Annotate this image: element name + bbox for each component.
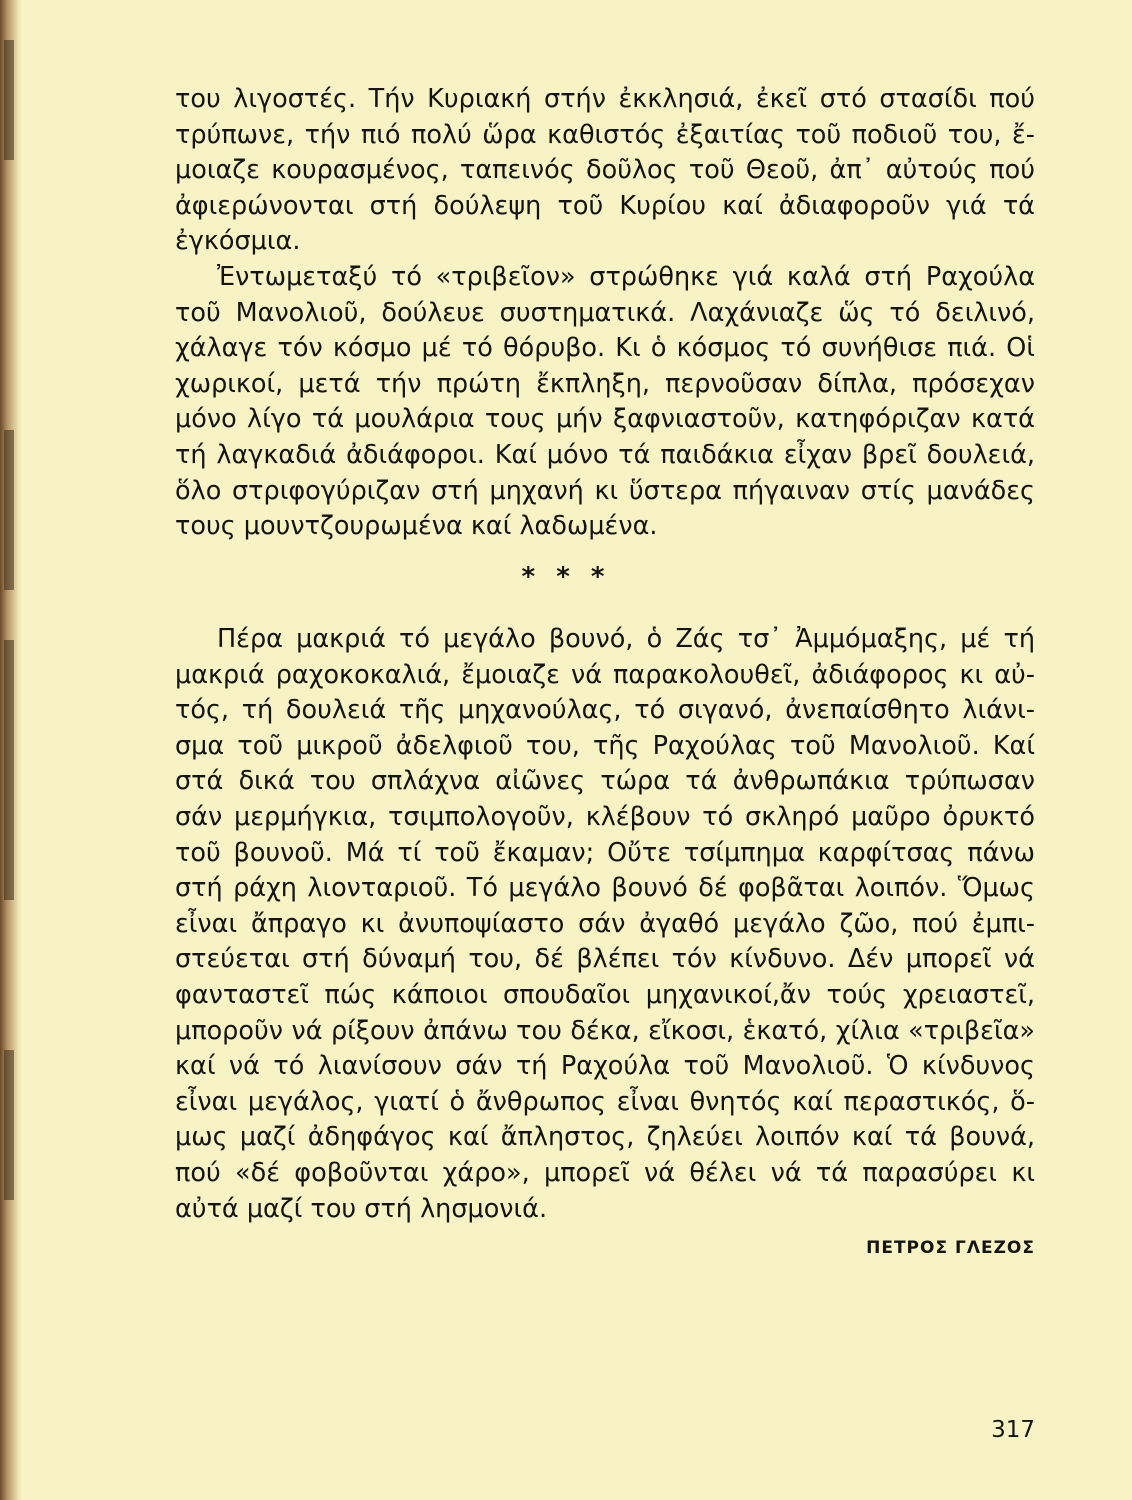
text-line: ἀφιερώνονται στή δούλεψη τοῦ Κυρίου καί ἀδιαφοροῦν γιά τά — [175, 190, 1035, 221]
text-line: αὐτά μαζί του στή λησμονιά. — [175, 1193, 548, 1224]
edge-mark — [4, 640, 14, 900]
text-line: στεύεται στή δύναμή του, δέ βλέπει τόν κίνδυνο. Δέν μπορεῖ νά — [175, 944, 1035, 975]
text-line: τός, τή δουλειά τῆς μηχανούλας, τό σιγανό, ἀνεπαίσθητο λιάνι- — [175, 695, 1035, 726]
author-signature: ΠΕΤΡΟΣ ΓΛΕΖΟΣ — [866, 1238, 1035, 1258]
text-line: μποροῦν νά ρίξουν ἀπάνω του δέκα, εἴκοσι, ἑκατό, χίλια «τριβεῖα» — [175, 1015, 1035, 1046]
edge-mark — [4, 1050, 14, 1200]
text-line: μοιαζε κουρασμένος, ταπεινός δοῦλος τοῦ Θεοῦ, ἀπ᾽ αὐτούς πού — [175, 155, 1035, 186]
page-number: 317 — [991, 1417, 1035, 1443]
text-line: τή λαγκαδιά ἀδιάφοροι. Καί μόνο τά παιδάκια εἶχαν βρεῖ δουλειά, — [175, 439, 1035, 470]
text-line: τοῦ Μανολιοῦ, δούλευε συστηματικά. Λαχάνιαζε ὥς τό δειλινό, — [175, 297, 1035, 328]
paragraph-2 — [175, 260, 1035, 545]
text-line: Ἐντωμεταξύ τό «τριβεῖον» στρώθηκε γιά καλά στή Ραχούλα — [217, 261, 1035, 292]
text-line: μως μαζί ἀδηφάγος καί ἄπληστος, ζηλεύει λοιπόν καί τά βουνά, — [175, 1122, 1035, 1153]
text-line: φανταστεῖ πώς κάποιοι σπουδαῖοι μηχανικοί,ἄν τούς χρειαστεῖ, — [175, 979, 1035, 1010]
text-line: εἶναι ἄπραγο κι ἀνυποψίαστο σάν ἀγαθό μεγάλο ζῶο, πού ἐμπι- — [175, 908, 1035, 939]
text-line: ὅλο στριφογύριζαν στή μηχανή κι ὕστερα πήγαιναν στίς μανάδες — [175, 475, 1035, 506]
text-line: μόνο λίγο τά μουλάρια τους μήν ξαφνιαστοῦν, κατηφόριζαν κατά — [175, 404, 1035, 435]
text-line: Πέρα μακριά τό μεγάλο βουνό, ὁ Ζάς τσ᾽ Ἀμμόμαξης, μέ τή — [217, 624, 1035, 654]
section-separator: * * * — [521, 562, 611, 592]
text-line: στά δικά του σπλάχνα αἰῶνες τώρα τά ἀνθρωπάκια τρύπωσαν — [175, 766, 1035, 797]
text-line: σμα τοῦ μικροῦ ἀδελφιοῦ του, τῆς Ραχούλας τοῦ Μανολιοῦ. Καί — [175, 730, 1035, 761]
edge-mark — [4, 40, 14, 160]
text-line: ἐγκόσμια. — [175, 226, 301, 257]
text-line: εἶναι μεγάλος, γιατί ὁ ἄνθρωπος εἶναι θνητός καί περαστικός, ὅ- — [175, 1086, 1035, 1117]
text-line: μακριά ραχοκοκαλιά, ἔμοιαζε νά παρακολουθεῖ, ἀδιάφορος κι αὐ- — [175, 659, 1035, 690]
text-line: καί νά τό λιανίσουν σάν τή Ραχούλα τοῦ Μανολιοῦ. Ὁ κίνδυνος — [175, 1051, 1035, 1082]
text-line: στή ράχη λιονταριοῦ. Τό μεγάλο βουνό δέ φοβᾶται λοιπόν. Ὅμως — [175, 873, 1035, 904]
text-line: χάλαγε τόν κόσμο μέ τό θόρυβο. Κι ὁ κόσμος τό συνήθισε πιά. Οἱ — [175, 333, 1035, 364]
text-line: τοῦ βουνοῦ. Μά τί τοῦ ἔκαμαν; Οὔτε τσίμπημα καρφίτσας πάνω — [175, 837, 1035, 868]
text-line: του λιγοστές. Τήν Κυριακή στήν ἐκκλησιά, ἐκεῖ στό στασίδι πού — [175, 84, 1035, 114]
text-line: τους μουντζουρωμένα καί λαδωμένα. — [175, 511, 658, 542]
text-line: σάν μερμήγκια, τσιμπολογοῦν, κλέβουν τό σκληρό μαῦρο ὀρυκτό — [175, 801, 1035, 832]
paragraph-1 — [175, 82, 1035, 260]
page-edge — [0, 0, 22, 1500]
body-text-2 — [175, 622, 1035, 1227]
text-line: τρύπωνε, τήν πιό πολύ ὥρα καθιστός ἐξαιτίας τοῦ ποδιοῦ του, ἔ- — [175, 119, 1035, 150]
body-text — [175, 82, 1035, 545]
text-line: πού «δέ φοβοῦνται χάρο», μπορεῖ νά θέλει νά τά παρασύρει κι — [175, 1157, 1035, 1188]
text-line: χωρικοί, μετά τήν πρώτη ἔκπληξη, περνοῦσαν δίπλα, πρόσεχαν — [175, 368, 1035, 399]
paragraph-3 — [175, 622, 1035, 1227]
